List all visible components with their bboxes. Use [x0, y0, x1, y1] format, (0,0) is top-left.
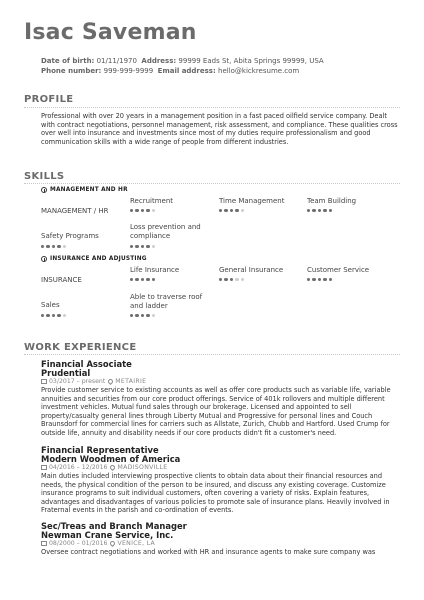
skill-rating	[130, 209, 157, 212]
skill-insurance: INSURANCE	[41, 276, 82, 284]
rating-dot-filled	[146, 209, 149, 212]
skill-team-building: Team Building	[307, 197, 357, 205]
job-location: METAIRIE	[115, 378, 147, 385]
skill-rating	[219, 278, 246, 281]
rating-dot-filled	[135, 245, 138, 248]
calendar-icon	[41, 379, 47, 384]
profile-text: Professional with over 20 years in a management position in a fast paced oilfield service company. Dealt with contract negotiations, personnel management, risk assessment, and compliance. These qualities cross over well into insurance and investments since most of my duties require professionalism and good communication skills with a wide range of people from different industries.	[41, 112, 398, 146]
job-meta	[41, 464, 168, 471]
profile-divider	[24, 107, 400, 108]
skill-category-insurance	[41, 256, 147, 262]
skill-time-management: Time Management	[219, 197, 285, 205]
job-description: Main duties included interviewing prospective clients to obtain data about their financial resources and needs, the physical condition of the person to be insured, and discuss any existing coverage. Customize insurance programs to suit individual customers, often covering a variety of risks. Explain features, advantages and disadvantages of various policies to promote sale of insurance plans. Heavily involved in Fraternal events in the parish and co-ordination of events.	[41, 472, 390, 515]
rating-dot-empty	[152, 245, 155, 248]
rating-dot-empty	[241, 209, 244, 212]
skill-rating	[41, 245, 68, 248]
info-icon	[41, 187, 47, 193]
address-value: 99999 Eads St, Abita Springs 99999, USA	[178, 57, 324, 65]
rating-dot-filled	[329, 209, 332, 212]
rating-dot-filled	[135, 314, 138, 317]
rating-dot-filled	[312, 278, 315, 281]
rating-dot-filled	[41, 245, 44, 248]
skill-rating	[307, 209, 334, 212]
location-pin-icon	[109, 464, 116, 471]
rating-dot-filled	[318, 209, 321, 212]
skill-rating	[130, 314, 157, 317]
rating-dot-empty	[235, 278, 238, 281]
profile-heading: PROFILE	[24, 94, 74, 105]
rating-dot-empty	[152, 209, 155, 212]
job-title: Sec/Treas and Branch Manager	[41, 521, 187, 531]
job-meta	[41, 540, 155, 547]
skill-recruitment: Recruitment	[130, 197, 174, 205]
calendar-icon	[41, 465, 47, 470]
rating-dot-filled	[323, 278, 326, 281]
skill-life-insurance: Life Insurance	[130, 266, 180, 274]
rating-dot-filled	[146, 314, 149, 317]
rating-dot-filled	[130, 314, 133, 317]
rating-dot-filled	[146, 245, 149, 248]
rating-dot-filled	[329, 278, 332, 281]
rating-dot-filled	[219, 278, 222, 281]
job-description: Provide customer service to existing accounts as well as offer core products such as variable life, variable annuities and securities from our core product offerings. Service of 401k rollovers and multiple different investment vehicles. Mutual fund sales through our brokerage. Licensed and appointed to sell property/casualty general lines through Liberty Mutual and Progressive for personal lines and Couch Braunsdorf for commercial lines for carriers such as Allstate, Zurich, Chubb and Hartford. Used Crump for outside life, annuity and disability needs if our core products didn't fit a customer's need.	[41, 386, 391, 437]
rating-dot-filled	[146, 278, 149, 281]
candidate-name: Isac Saveman	[24, 20, 197, 45]
rating-dot-filled	[230, 209, 233, 212]
skill-rating	[130, 278, 157, 281]
phone-label: Phone number:	[41, 67, 102, 75]
skill-category-label: MANAGEMENT AND HR	[50, 187, 128, 193]
skill-general-insurance: General Insurance	[219, 266, 284, 274]
email-value[interactable]: hello@kickresume.com	[218, 67, 300, 75]
rating-dot-filled	[152, 278, 155, 281]
dob-label: Date of birth:	[41, 57, 95, 65]
skill-customer-service: Customer Service	[307, 266, 370, 274]
skill-rating	[41, 314, 68, 317]
email-label: Email address:	[157, 67, 216, 75]
job-title: Financial Associate	[41, 359, 132, 369]
rating-dot-filled	[219, 209, 222, 212]
calendar-icon	[41, 541, 47, 546]
skill-rating	[307, 278, 334, 281]
rating-dot-filled	[130, 209, 133, 212]
job-meta	[41, 378, 146, 385]
job-company: Prudential	[41, 368, 91, 378]
rating-dot-filled	[235, 209, 238, 212]
job-location: VENICE, LA	[117, 540, 156, 547]
rating-dot-empty	[241, 278, 244, 281]
job-company: Newman Crane Service, Inc.	[41, 530, 174, 540]
rating-dot-filled	[41, 314, 44, 317]
rating-dot-filled	[135, 278, 138, 281]
contact-line-1	[41, 57, 324, 65]
skill-rating	[130, 245, 157, 248]
address-label: Address:	[141, 57, 177, 65]
experience-heading: WORK EXPERIENCE	[24, 342, 137, 353]
rating-dot-filled	[46, 245, 49, 248]
rating-dot-filled	[312, 209, 315, 212]
rating-dot-filled	[307, 209, 310, 212]
job-dates: 03/2017 – present	[49, 378, 106, 385]
rating-dot-filled	[224, 209, 227, 212]
skill-category-management	[41, 187, 128, 193]
rating-dot-empty	[63, 314, 66, 317]
skill-loss-prevention: Loss prevention and compliance	[130, 223, 201, 240]
info-icon	[41, 256, 47, 262]
skill-safety-programs: Safety Programs	[41, 232, 99, 240]
rating-dot-empty	[152, 314, 155, 317]
job-description: Oversee contract negotiations and worked with HR and insurance agents to make sure company was	[41, 548, 376, 556]
skill-category-label: INSURANCE AND ADJUSTING	[50, 256, 147, 262]
skill-sales: Sales	[41, 301, 60, 309]
job-dates: 04/2016 – 12/2016	[49, 464, 108, 471]
experience-divider	[24, 354, 400, 355]
rating-dot-filled	[323, 209, 326, 212]
rating-dot-filled	[57, 245, 60, 248]
rating-dot-filled	[141, 278, 144, 281]
rating-dot-filled	[141, 245, 144, 248]
skills-heading: SKILLS	[24, 171, 65, 182]
rating-dot-filled	[57, 314, 60, 317]
job-location: MADISONVILLE	[117, 464, 168, 471]
contact-line-2	[41, 67, 299, 75]
location-pin-icon	[109, 540, 116, 547]
skill-roof-ladder: Able to traverse roof and ladder	[130, 293, 203, 310]
rating-dot-filled	[224, 278, 227, 281]
location-pin-icon	[107, 378, 114, 385]
rating-dot-filled	[307, 278, 310, 281]
rating-dot-filled	[135, 209, 138, 212]
skill-rating	[219, 209, 246, 212]
dob-value: 01/11/1970	[96, 57, 137, 65]
phone-value: 999-999-9999	[103, 67, 154, 75]
rating-dot-filled	[141, 314, 144, 317]
skill-management-hr: MANAGEMENT / HR	[41, 207, 109, 215]
job-dates: 08/2000 – 01/2016	[49, 540, 108, 547]
rating-dot-filled	[141, 209, 144, 212]
job-company: Modern Woodmen of America	[41, 454, 181, 464]
rating-dot-filled	[130, 245, 133, 248]
rating-dot-filled	[318, 278, 321, 281]
rating-dot-empty	[63, 245, 66, 248]
skills-divider	[24, 183, 400, 184]
rating-dot-filled	[46, 314, 49, 317]
rating-dot-filled	[52, 314, 55, 317]
job-title: Financial Representative	[41, 445, 159, 455]
rating-dot-filled	[52, 245, 55, 248]
rating-dot-filled	[130, 278, 133, 281]
rating-dot-filled	[230, 278, 233, 281]
